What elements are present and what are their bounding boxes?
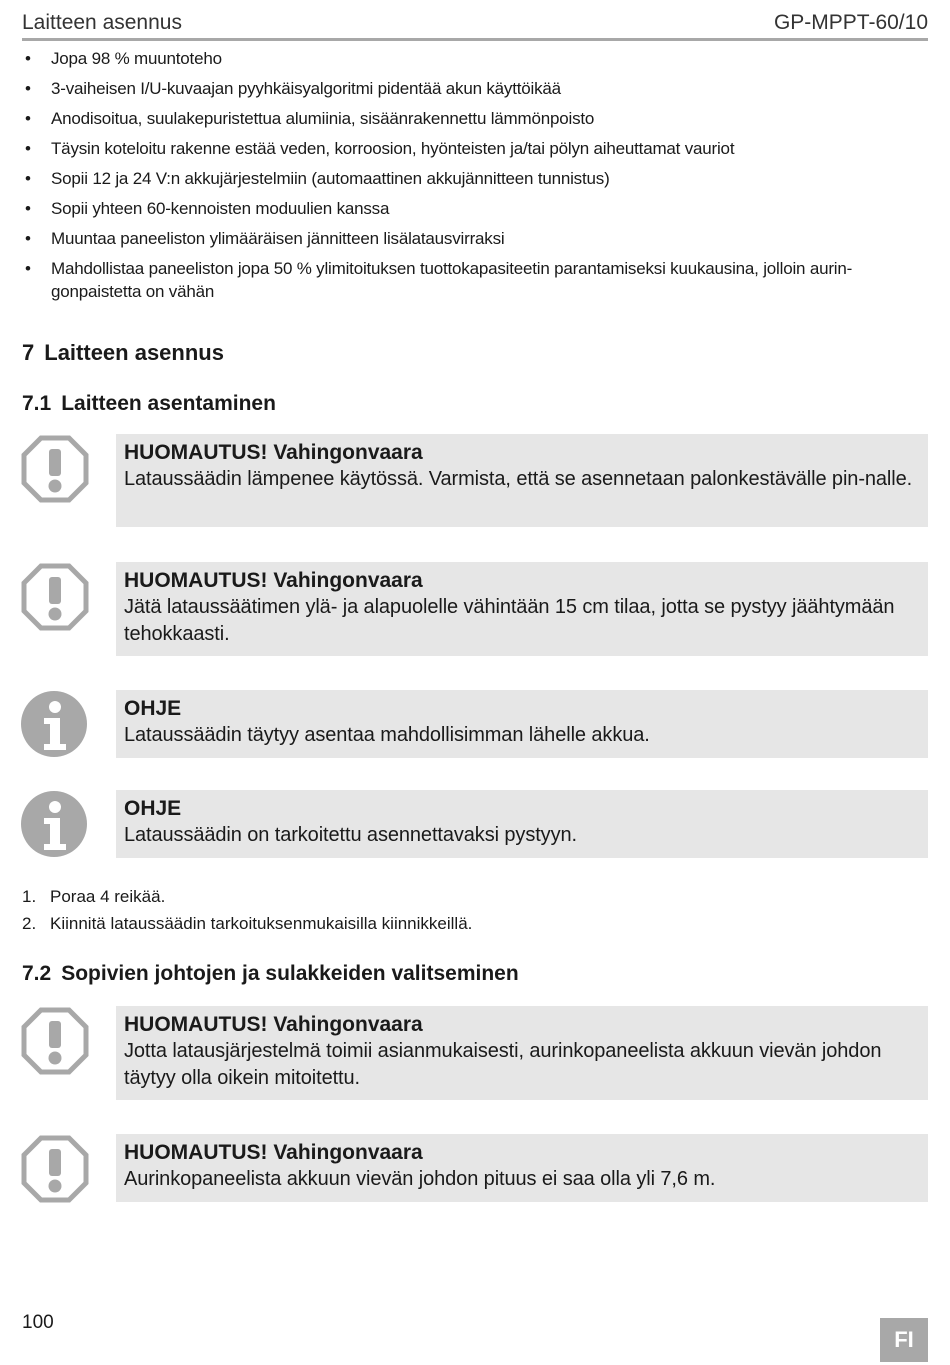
section-number: 7.2 (22, 962, 52, 985)
section-7-1-heading (22, 392, 276, 416)
section-title: Sopivien johtojen ja sulakkeiden valitseminen (61, 962, 519, 985)
warning-octagon-icon (20, 1006, 90, 1076)
notice-title: HUOMAUTUS! Vahingonvaara (124, 1013, 423, 1036)
warning-octagon-icon (20, 1134, 90, 1204)
notice-title: OHJE (124, 697, 182, 720)
section-title: Laitteen asentaminen (61, 392, 276, 415)
language-badge: FI (880, 1318, 928, 1362)
notice-box (116, 790, 928, 858)
warning-octagon-icon (20, 434, 90, 504)
section-number: 7 (22, 340, 35, 365)
list-item: • Sopii 12 ja 24 V:n akkujärjestelmiin (automaattinen akkujännitteen tunnistus) (22, 168, 928, 191)
notice-text: Jätä lataussäätimen ylä- ja alapuolelle vähintään 15 cm tilaa, jotta se pystyy jäähtymään tehokkaasti. (124, 596, 895, 645)
step-text: Poraa 4 reikää. (50, 887, 166, 906)
list-item (22, 886, 472, 908)
section-title: Laitteen asennus (44, 340, 224, 365)
step-text: Kiinnitä lataussäädin tarkoituksenmukaisilla kiinnikkeillä. (50, 914, 473, 933)
notice-title: OHJE (124, 797, 182, 820)
section-7-heading (22, 340, 224, 366)
notice-text: Lataussäädin on tarkoitettu asennettavaksi pystyyn. (124, 824, 577, 846)
list-item: • Mahdollistaa paneeliston jopa 50 % ylimitoituksen tuottokapasiteetin parantamiseksi kuukausina, jolloin aurin-gonpaistetta on vähän (22, 258, 928, 303)
header-model: GP-MPPT-60/10 (773, 11, 928, 34)
notice-box (116, 1134, 928, 1202)
notice-box (116, 690, 928, 758)
notice-title: HUOMAUTUS! Vahingonvaara (124, 441, 423, 464)
info-icon (20, 790, 90, 860)
notice-text: Aurinkopaneelista akkuun vievän johdon pituus ei saa olla yli 7,6 m. (124, 1168, 716, 1190)
page-header (22, 10, 928, 41)
notice-box (116, 562, 928, 656)
section-7-2-heading (22, 962, 519, 986)
list-item: • Sopii yhteen 60-kennoisten moduulien kanssa (22, 198, 928, 221)
notice-text: Jotta latausjärjestelmä toimii asianmukaisesti, aurinkopaneelista akkuun vievän johdon täytyy olla oikein mitoitettu. (124, 1040, 882, 1089)
notice-box (116, 434, 928, 527)
notice-title: HUOMAUTUS! Vahingonvaara (124, 569, 423, 592)
notice-title: HUOMAUTUS! Vahingonvaara (124, 1141, 423, 1164)
warning-octagon-icon (20, 562, 90, 632)
list-item: • 3-vaiheisen I/U-kuvaajan pyyhkäisyalgoritmi pidentää akun käyttöikää (22, 78, 928, 101)
step-number: 2. (22, 914, 37, 933)
list-item (22, 913, 472, 935)
list-item: • Jopa 98 % muuntoteho (22, 48, 928, 71)
notice-text: Lataussäädin lämpenee käytössä. Varmista, että se asennetaan palonkestävälle pin-nalle. (124, 468, 913, 490)
list-item: • Anodisoitua, suulakepuristettua alumiinia, sisäänrakennettu lämmönpoisto (22, 108, 928, 131)
notice-box (116, 1006, 928, 1100)
info-icon (20, 690, 90, 760)
section-number: 7.1 (22, 392, 52, 415)
list-item: • Täysin koteloitu rakenne estää veden, korroosion, hyönteisten ja/tai pölyn aiheuttamat vauriot (22, 138, 928, 161)
page-number: 100 (22, 1312, 54, 1333)
notice-text: Lataussäädin täytyy asentaa mahdollisimman lähelle akkua. (124, 724, 650, 746)
header-section-title: Laitteen asennus (22, 11, 182, 34)
list-item: • Muuntaa paneeliston ylimääräisen jännitteen lisälatausvirraksi (22, 228, 928, 251)
instruction-steps (22, 886, 472, 940)
step-number: 1. (22, 887, 37, 906)
feature-list (22, 48, 928, 311)
